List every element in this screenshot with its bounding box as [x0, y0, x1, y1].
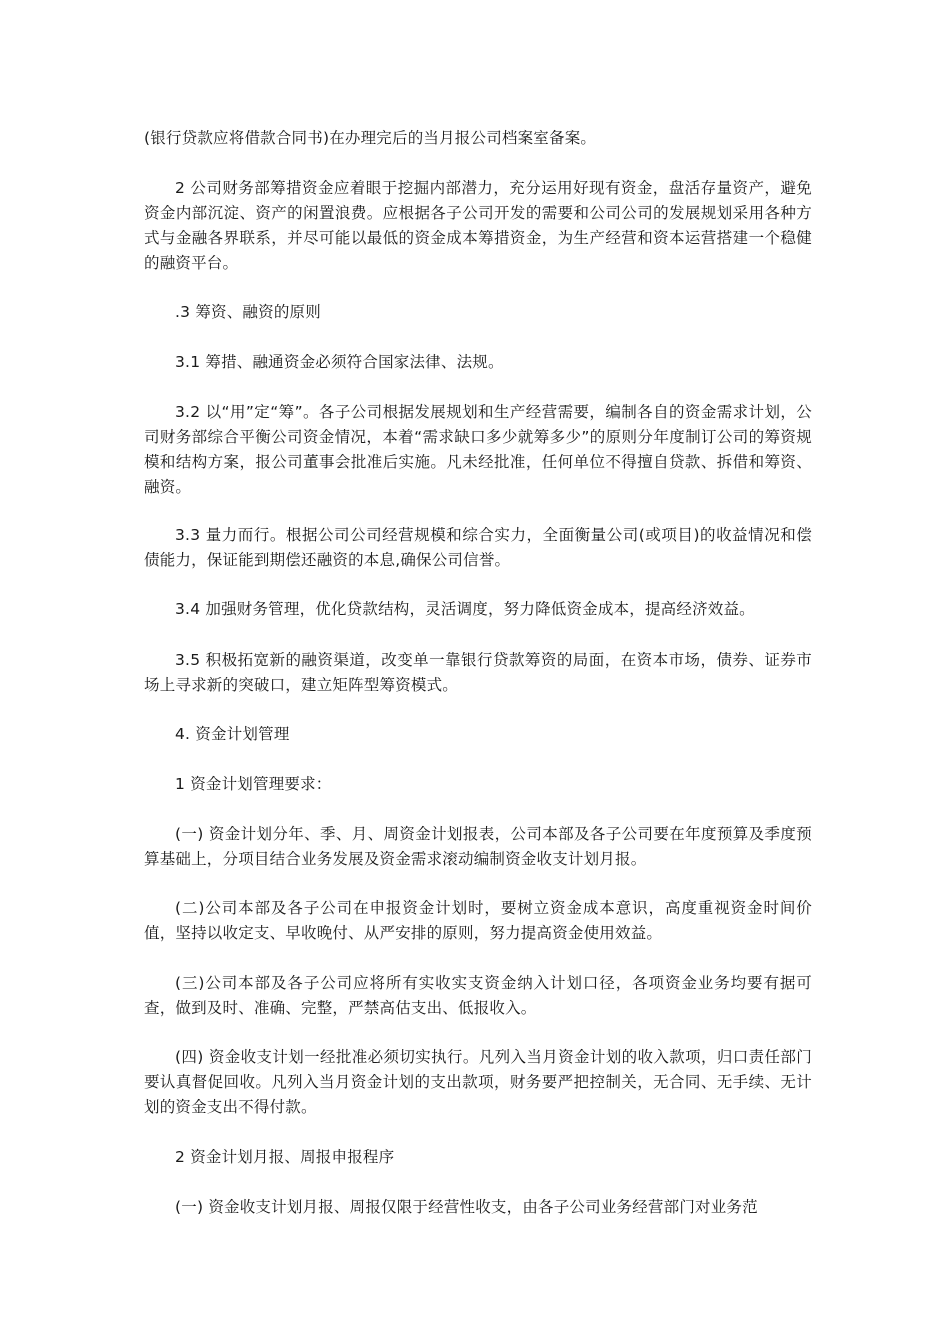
paragraph-principle-3-3: 3.3 量力而行。根据公司公司经营规模和综合实力，全面衡量公司(或项目)的收益情况和偿债能力，保证能到期偿还融资的本息,确保公司信誉。 [144, 526, 812, 569]
paragraph-principle-3-5: 3.5 积极拓宽新的融资渠道，改变单一靠银行贷款筹资的局面，在资本市场，债券、证券市场上寻求新的突破口，建立矩阵型筹资模式。 [144, 651, 812, 694]
subsection-heading-plan-requirements: 1 资金计划管理要求： [175, 775, 332, 793]
paragraph-requirement-3: (三)公司本部及各子公司应将所有实收实支资金纳入计划口径，各项资金业务均要有据可查，做到及时、准确、完整，严禁高估支出、低报收入。 [144, 974, 812, 1017]
paragraph-fundraising-focus: 2 公司财务部筹措资金应着眼于挖掘内部潜力，充分运用好现有资金，盘活存量资产，避免资金内部沉淀、资产的闲置浪费。应根据各子公司开发的需要和公司公司的发展规划采用各种方式与金融各界联系，并尽可能以最低的资金成本筹措资金，为生产经营和资本运营搭建一个稳健的融资平台。 [144, 179, 812, 272]
section-heading-principles: .3 筹资、融资的原则 [175, 303, 321, 321]
subsection-heading-reporting-procedure: 2 资金计划月报、周报申报程序 [175, 1148, 395, 1166]
paragraph-requirement-2: (二)公司本部及各子公司在申报资金计划时，要树立资金成本意识，高度重视资金时间价值，坚持以收定支、早收晚付、从严安排的原则，努力提高资金使用效益。 [144, 899, 812, 942]
paragraph-principle-3-2: 3.2 以“用”定“筹”。各子公司根据发展规划和生产经营需要，编制各自的资金需求计划，公司财务部综合平衡公司资金情况，本着“需求缺口多少就筹多少”的原则分年度制订公司的筹资规模和结构方案，报公司董事会批准后实施。凡未经批准，任何单位不得擅自贷款、拆借和筹资、融资。 [144, 403, 812, 496]
paragraph-procedure-1: (一) 资金收支计划月报、周报仅限于经营性收支，由各子公司业务经营部门对业务范 [175, 1198, 758, 1216]
paragraph-requirement-4: (四) 资金收支计划一经批准必须切实执行。凡列入当月资金计划的收入款项，归口责任部门要认真督促回收。凡列入当月资金计划的支出款项，财务要严把控制关，无合同、无手续、无计划的资金支出不得付款。 [144, 1048, 812, 1116]
paragraph-filing-note: (银行贷款应将借款合同书)在办理完后的当月报公司档案室备案。 [144, 129, 597, 147]
paragraph-requirement-1: (一) 资金计划分年、季、月、周资金计划报表，公司本部及各子公司要在年度预算及季度预算基础上，分项目结合业务发展及资金需求滚动编制资金收支计划月报。 [144, 825, 812, 868]
paragraph-principle-3-1: 3.1 筹措、融通资金必须符合国家法律、法规。 [175, 353, 504, 371]
section-heading-fund-plan: 4. 资金计划管理 [175, 725, 290, 743]
paragraph-principle-3-4: 3.4 加强财务管理，优化贷款结构，灵活调度，努力降低资金成本，提高经济效益。 [175, 600, 755, 618]
